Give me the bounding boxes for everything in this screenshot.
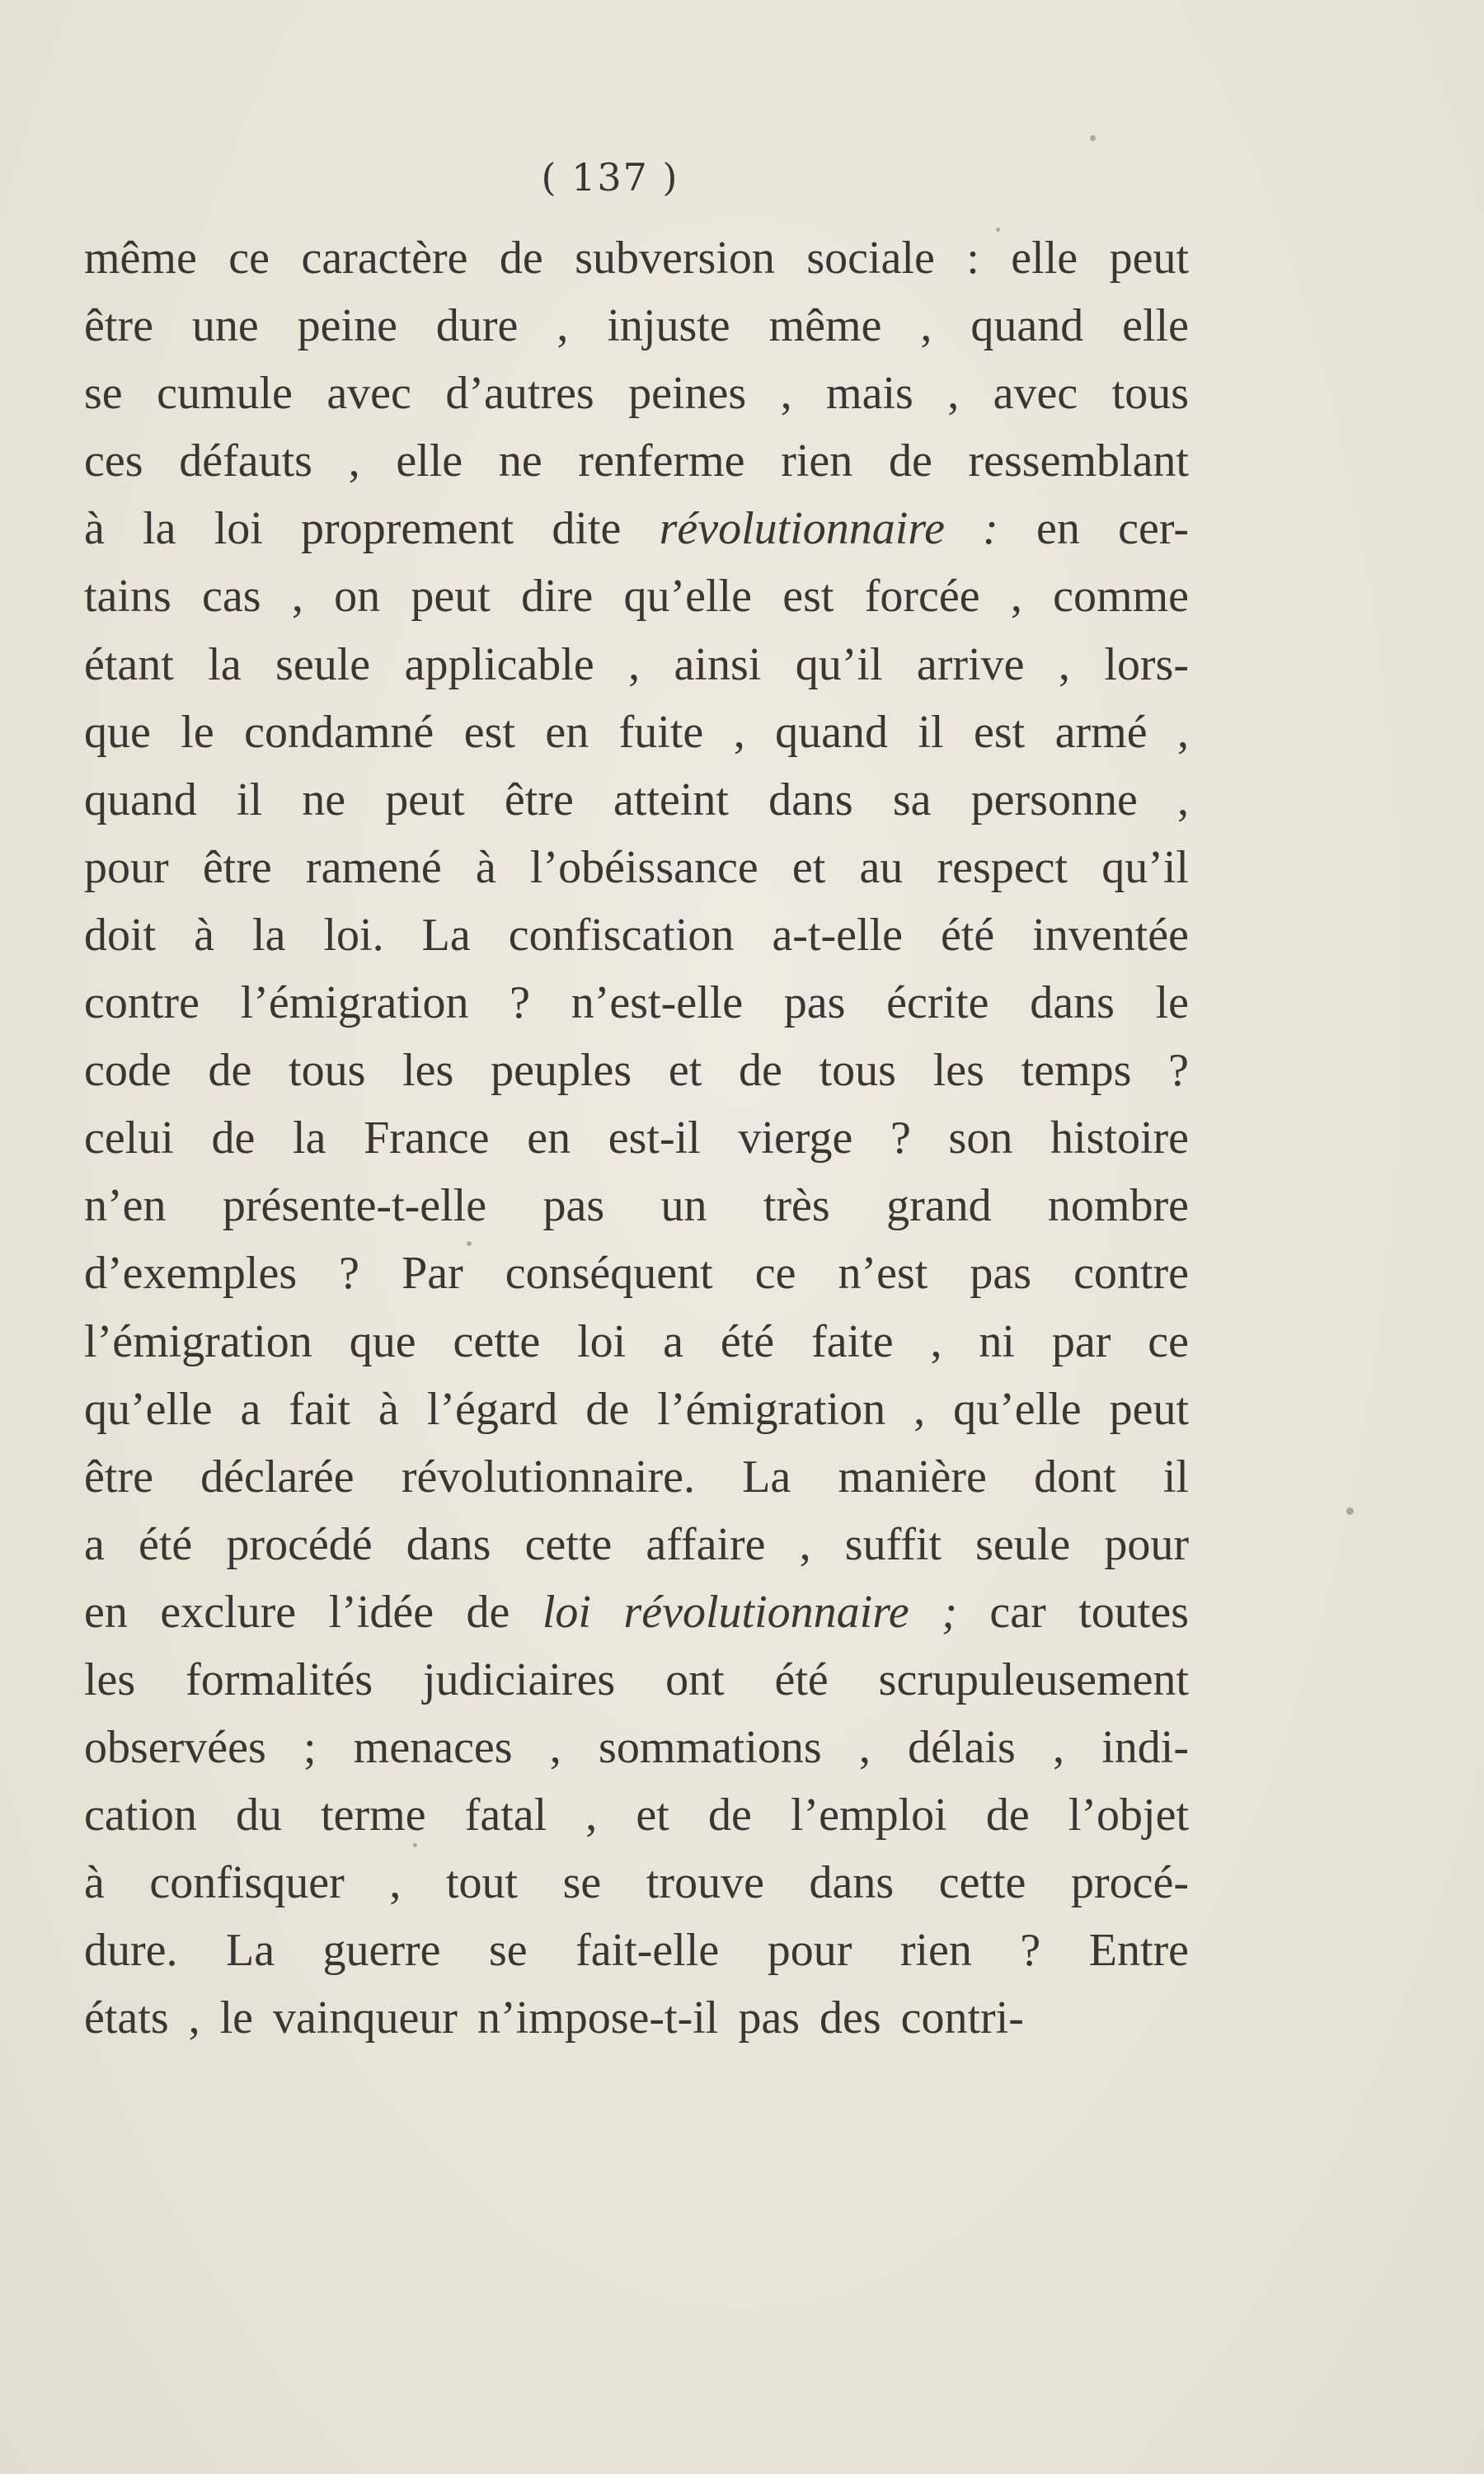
text-line — [84, 1984, 1189, 2052]
text-line — [84, 698, 1189, 766]
text-line — [84, 1849, 1189, 1917]
italic-text: loi révolutionnaire ; — [542, 1586, 957, 1638]
line-text: contre l’émigration ? n’est-elle pas écrite dans le — [84, 977, 1189, 1029]
text-line — [84, 1104, 1189, 1172]
text-line — [84, 1917, 1189, 1984]
line-text: à la loi proprement dite — [84, 503, 660, 555]
text-line — [84, 834, 1189, 901]
line-text: qu’elle a fait à l’égard de l’émigration , qu’elle peut — [84, 1383, 1189, 1435]
italic-text: révolutionnaire : — [659, 503, 998, 555]
line-text: être déclarée révolutionnaire. La manière dont il — [84, 1451, 1189, 1503]
line-text: doit à la loi. La confiscation a-t-elle été inventée — [84, 909, 1189, 961]
paper-speck — [1090, 135, 1096, 141]
text-line — [84, 1239, 1189, 1307]
text-line — [84, 495, 1189, 562]
paper-speck — [467, 1241, 472, 1246]
body-text — [84, 224, 1189, 2053]
line-text: en exclure l’idée de — [84, 1586, 542, 1638]
text-line — [84, 427, 1189, 495]
text-line — [84, 292, 1189, 360]
page-number: ( 137 ) — [541, 155, 679, 200]
line-text: a été procédé dans cette affaire , suffit seule pour — [84, 1518, 1189, 1570]
line-text: celui de la France en est-il vierge ? son histoire — [84, 1112, 1189, 1164]
line-text: d’exemples ? Par conséquent ce n’est pas contre — [84, 1248, 1189, 1300]
text-line — [84, 1376, 1189, 1443]
line-text: observées ; menaces , sommations , délais , indi- — [84, 1722, 1189, 1774]
line-text: états , le vainqueur n’impose-t-il pas des contri- — [84, 1992, 1024, 2044]
line-text: n’en présente-t-elle pas un très grand nombre — [84, 1180, 1189, 1232]
text-line — [84, 1443, 1189, 1511]
text-line — [84, 1511, 1189, 1578]
text-line — [84, 1646, 1189, 1714]
text-line — [84, 1172, 1189, 1239]
line-text: code de tous les peuples et de tous les temps ? — [84, 1045, 1189, 1097]
line-text: dure. La guerre se fait-elle pour rien ? Entre — [84, 1925, 1189, 1977]
line-text: être une peine dure , injuste même , quand elle — [84, 300, 1189, 352]
text-line — [84, 969, 1189, 1037]
paper-speck — [1346, 1507, 1354, 1515]
line-text: pour être ramené à l’obéissance et au respect qu’il — [84, 841, 1189, 893]
text-line — [84, 1037, 1189, 1104]
line-text: se cumule avec d’autres peines , mais , avec tous — [84, 368, 1189, 420]
text-line — [84, 631, 1189, 698]
line-text: même ce caractère de subversion sociale : elle peut — [84, 233, 1189, 284]
line-text: tains cas , on peut dire qu’elle est forcée , comme — [84, 571, 1189, 623]
text-line — [84, 1714, 1189, 1781]
text-line — [84, 224, 1189, 292]
text-line — [84, 901, 1189, 969]
line-text: quand il ne peut être atteint dans sa personne , — [84, 774, 1189, 825]
line-text: l’émigration que cette loi a été faite , ni par ce — [84, 1315, 1189, 1367]
text-line — [84, 562, 1189, 630]
line-text: que le condamné est en fuite , quand il est armé , — [84, 706, 1189, 758]
line-text: en cer- — [998, 503, 1189, 555]
line-text: cation du terme fatal , et de l’emploi de l’objet — [84, 1790, 1189, 1841]
line-text: à confisquer , tout se trouve dans cette procé- — [84, 1857, 1189, 1909]
text-line — [84, 360, 1189, 427]
paper-speck — [413, 1843, 417, 1847]
line-text: ces défauts , elle ne renferme rien de ressemblant — [84, 435, 1189, 487]
paper-speck — [996, 228, 1000, 232]
text-line — [84, 1578, 1189, 1646]
line-text: les formalités judiciaires ont été scrupuleusement — [84, 1653, 1189, 1705]
line-text: car toutes — [956, 1586, 1189, 1638]
text-line — [84, 1781, 1189, 1849]
line-text: étant la seule applicable , ainsi qu’il arrive , lors- — [84, 638, 1189, 690]
text-line — [84, 1308, 1189, 1376]
text-line — [84, 766, 1189, 834]
